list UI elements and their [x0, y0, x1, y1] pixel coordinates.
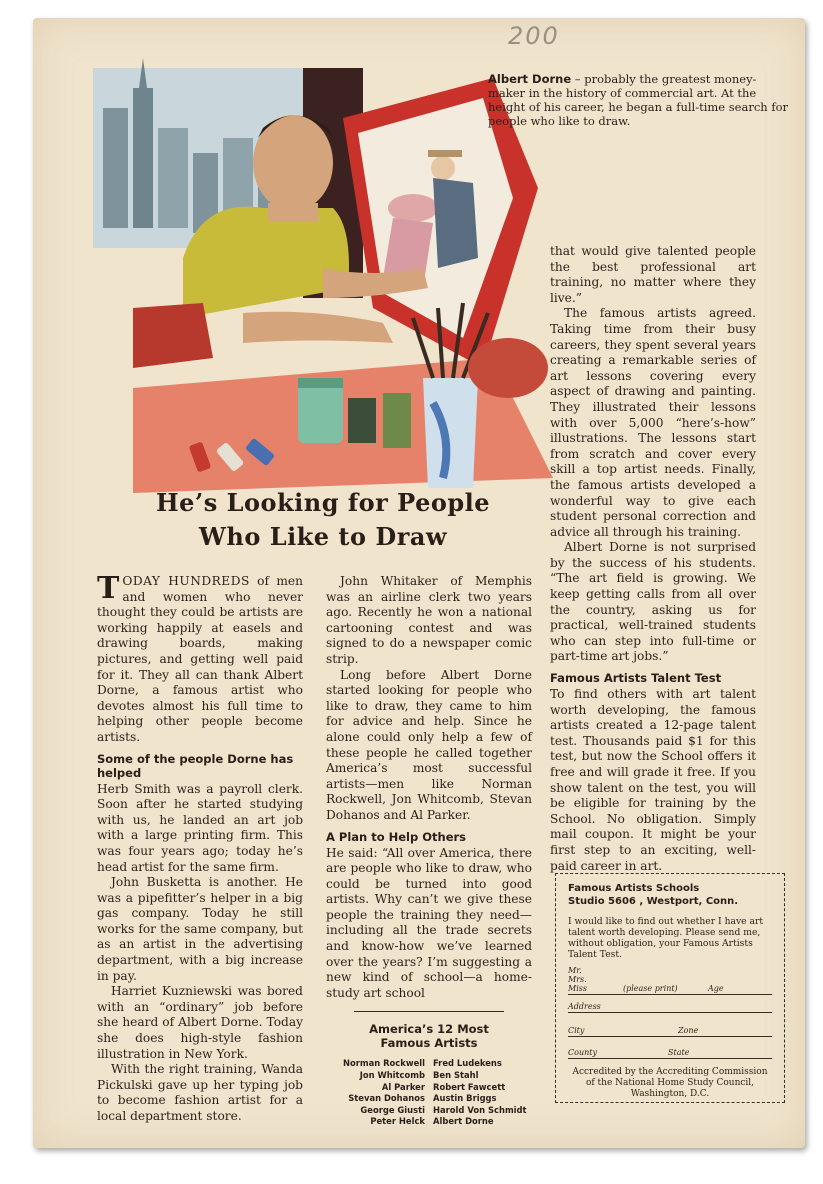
headline	[103, 486, 543, 554]
artists-list-title	[326, 1022, 532, 1050]
paragraph-john-whitaker: John Whitaker of Memphis was an airline clerk two years ago. Recently he won a national cartooning contest and was signed to do a newspaper comic strip.	[326, 574, 532, 666]
paragraph-talent-test: To find others with art talent worth developing, the famous artists created a 12-page talent test. Thousands paid $1 for this test, but now the School offers it free and will grade it free. If you show talent on the test, you will be eligible for training by the School. No obligation. Simply mail coupon. It might be your first step to an exciting, well-paid career in art.	[550, 687, 756, 873]
drop-cap: T	[97, 571, 120, 606]
headline-line-2: Who Like to Draw	[198, 522, 448, 551]
county-state-field[interactable]	[568, 1043, 772, 1059]
artist-name: Jon Whitcomb	[359, 1070, 425, 1081]
caption-text: – probably the greatest money-maker in the history of commercial art. At the height of his career, he began a full-time search for people who like to draw.	[488, 72, 788, 128]
column-3	[550, 244, 756, 874]
artist-name: Albert Dorne	[433, 1116, 494, 1127]
illustration-caption	[488, 72, 788, 128]
field-city: City	[568, 1026, 585, 1035]
field-miss: Miss	[568, 984, 587, 993]
field-print-note: (please print)	[623, 984, 678, 993]
artist-name: Norman Rockwell	[342, 1058, 425, 1069]
paragraph-harriet: Harriet Kuzniewski was bored with an “ordinary” job before she heard of Albert Dorne. Today she does high-style fashion illustration in New York.	[97, 984, 303, 1061]
coupon-body: I would like to find out whether I have art talent worth developing. Please send me, without obligation, your Famous Artists Talent Test.	[568, 916, 764, 960]
field-age: Age	[708, 984, 724, 993]
coupon-title-1: Famous Artists Schools	[568, 883, 700, 894]
field-address: Address	[568, 1002, 601, 1011]
field-county: County	[568, 1048, 597, 1057]
artists-right-column	[433, 1058, 532, 1128]
field-state: State	[668, 1048, 690, 1057]
coupon-fields	[568, 966, 772, 1059]
paragraph-herb-smith: Herb Smith was a payroll clerk. Soon after he started studying with us, he landed an art job with a large printing firm. This was four years ago; today he’s head artist for the same firm.	[97, 781, 303, 874]
paragraph-wanda: With the right training, Wanda Pickulski gave up her typing job to become fashion artist for a local department store.	[97, 1062, 303, 1123]
artists-title-line-2: Famous Artists	[380, 1036, 478, 1051]
coupon-title-2: Studio 5606 , Westport, Conn.	[568, 896, 739, 907]
paragraph-continued: that would give talented people the best professional art training, no matter where they live.”	[550, 244, 756, 305]
artist-name: Peter Helck	[370, 1116, 425, 1127]
artist-name: Harold Von Schmidt	[433, 1104, 527, 1115]
artist-name: George Giusti	[360, 1104, 425, 1115]
subhead-plan: A Plan to Help Others	[326, 829, 467, 844]
field-zone: Zone	[678, 1026, 699, 1035]
magazine-page	[33, 18, 805, 1148]
artists-list	[326, 1058, 532, 1128]
artist-name: Robert Fawcett	[433, 1081, 506, 1092]
artist-name: Austin Briggs	[433, 1093, 497, 1104]
field-mr: Mr.	[568, 966, 582, 975]
paragraph-john-busketta: John Busketta is another. He was a pipefitter’s helper in a big gas company. Today he still works for the same company, but as an artist in the advertising department, with a big increase in pay.	[97, 875, 303, 983]
city-zone-field[interactable]	[568, 1021, 772, 1037]
address-field[interactable]	[568, 997, 772, 1013]
artist-name: Ben Stahl	[433, 1070, 479, 1081]
artists-left-column	[326, 1058, 425, 1128]
artist-name: Al Parker	[381, 1081, 425, 1092]
intro-lead: ODAY HUNDREDS	[122, 574, 250, 588]
column-1	[97, 571, 303, 1125]
accreditation-note: Accredited by the Accrediting Commission of the National Home Study Council, Washington, D.C.	[572, 1067, 768, 1099]
artists-title-line-1: America’s 12 Most	[369, 1022, 489, 1037]
intro-paragraph	[97, 571, 303, 746]
divider-rule	[354, 1011, 504, 1012]
subhead-talent-test: Famous Artists Talent Test	[550, 671, 722, 686]
column-2	[326, 574, 532, 1128]
paragraph-not-surprised: Albert Dorne is not surprised by the success of his students. “The art field is growing. We keep getting calls from all over the country, asking us for practical, well-trained students who can step into full-time or part-time art jobs.”	[550, 540, 756, 664]
pencil-price-mark: 200	[508, 22, 560, 50]
headline-line-1: He’s Looking for People	[155, 488, 491, 517]
field-mrs: Mrs.	[568, 975, 587, 984]
artist-name: Fred Ludekens	[433, 1058, 502, 1069]
subhead-people-helped: Some of the people Dorne has helped	[97, 751, 294, 780]
artist-name: Stevan Dohanos	[348, 1093, 425, 1104]
caption-name: Albert Dorne	[488, 72, 572, 86]
mail-coupon[interactable]	[555, 873, 785, 1103]
paragraph-artists-agreed: The famous artists agreed. Taking time from their busy careers, they spent several years creating a remarkable series of art lessons covering every aspect of drawing and painting. They illustrated their lessons with over 5,000 “here’s-how” illustrations. The lessons start from scratch and cover every skill a top artist needs. Finally, the famous artists developed a wonderful way to give each student personal correction and advice all through his training.	[550, 306, 756, 539]
paragraph-he-said: He said: “All over America, there are people who like to draw, who could be turned into good artists. Why can’t we give these people the training they need—including all the trade secrets and know-how we’ve learned over the years? I’m suggesting a new kind of school—a home-study art school	[326, 845, 532, 1000]
intro-rest: of men and women who never thought they could be artists are working happily at easels and drawing boards, making pictures, and getting well paid for it. They all can thank Albert Dorne, a famous artist who devotes almost his full time to helping other people become artists.	[97, 574, 303, 744]
name-field[interactable]	[568, 984, 772, 995]
paragraph-long-before: Long before Albert Dorne started looking for people who like to draw, they came to him for advice and help. Since he alone could only help a few of these people he called together America’s most successful artists—men like Norman Rockwell, Jon Whitcomb, Stevan Dohanos and Al Parker.	[326, 667, 532, 822]
